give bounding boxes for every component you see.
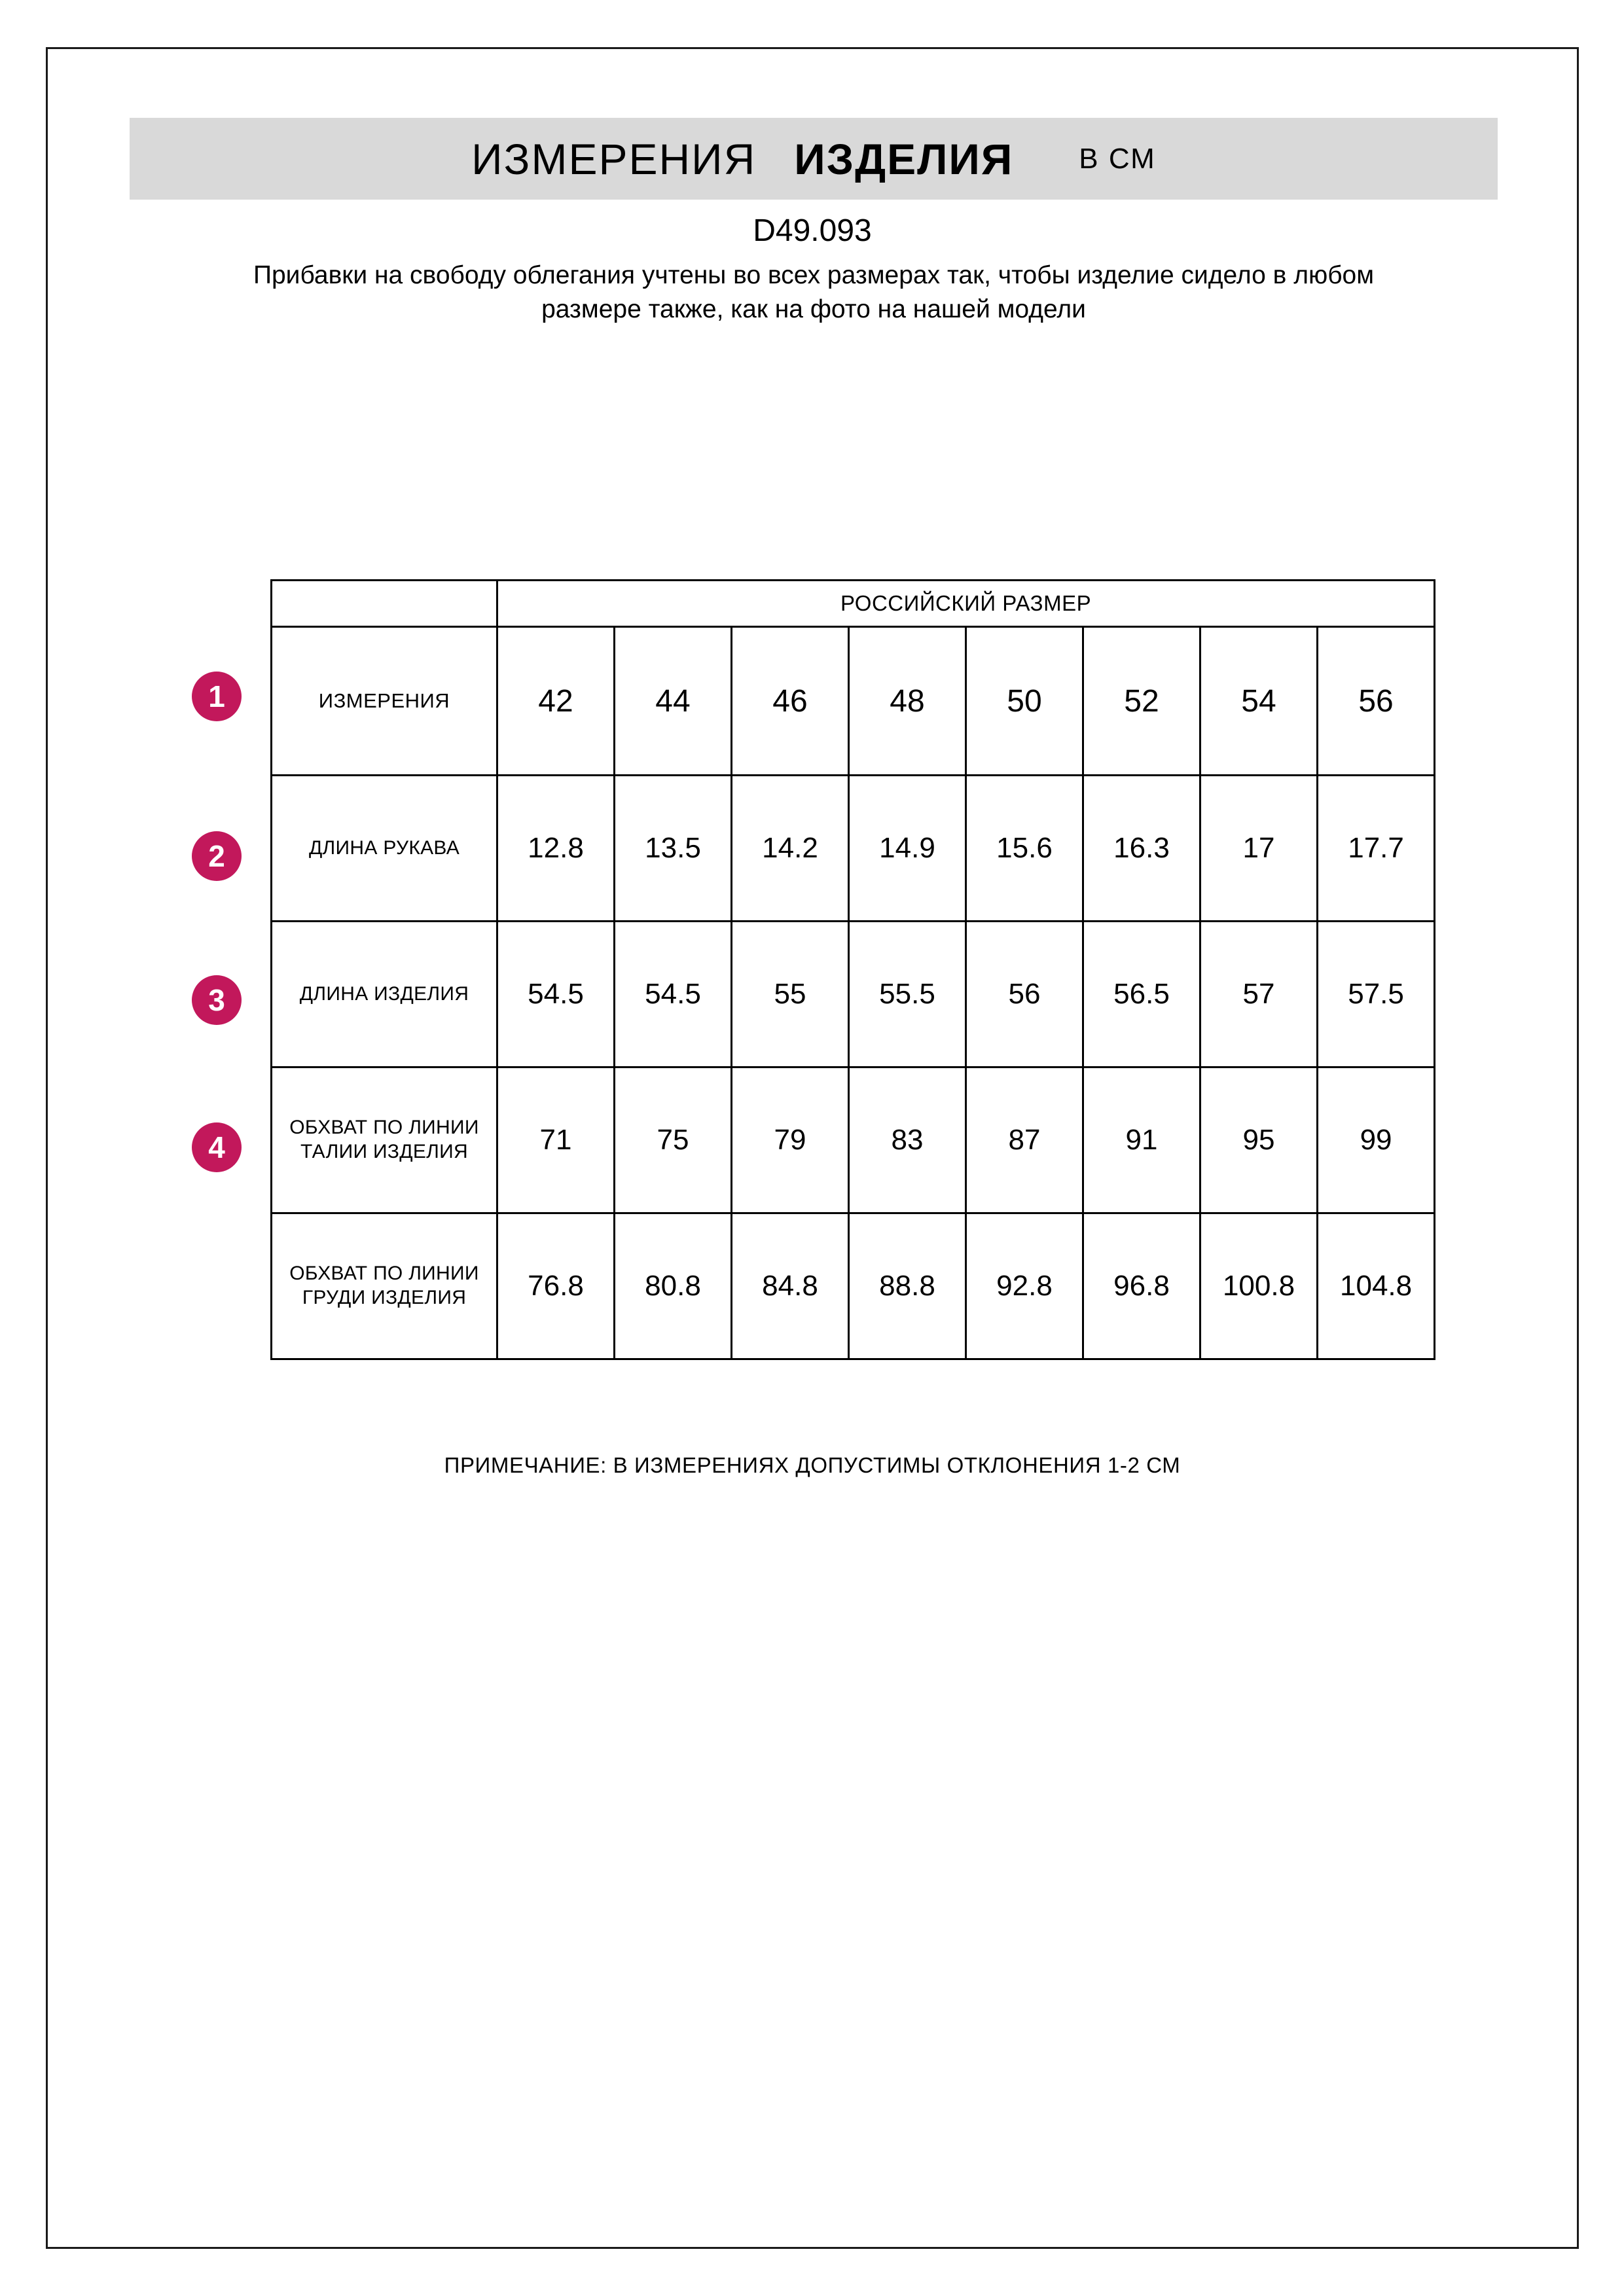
cell-r2-c8: 57.5: [1318, 922, 1435, 1067]
row-badge-2: 2: [192, 831, 242, 881]
cell-r2-c3: 55: [732, 922, 849, 1067]
header-size-54: 54: [1200, 627, 1318, 776]
header-size-46: 46: [732, 627, 849, 776]
row-badges: [192, 579, 264, 1430]
cell-r3-c2: 75: [615, 1067, 732, 1213]
cell-r2-c2: 54.5: [615, 922, 732, 1067]
cell-r1-c5: 15.6: [966, 776, 1083, 922]
cell-r2-c6: 56.5: [1083, 922, 1200, 1067]
cell-r3-c7: 95: [1200, 1067, 1318, 1213]
title-measurements: ИЗМЕРЕНИЯ: [471, 134, 757, 183]
cell-r2-c5: 56: [966, 922, 1083, 1067]
cell-r3-c6: 91: [1083, 1067, 1200, 1213]
cell-r1-c7: 17: [1200, 776, 1318, 922]
cell-r1-c6: 16.3: [1083, 776, 1200, 922]
cell-r4-c6: 96.8: [1083, 1213, 1200, 1359]
row-label-chest-girth: ОБХВАТ ПО ЛИНИИ ГРУДИ ИЗДЕЛИЯ: [272, 1213, 497, 1359]
cell-r3-c4: 83: [849, 1067, 966, 1213]
title-banner: [130, 118, 1498, 200]
header-group-russian-size: РОССИЙСКИЙ РАЗМЕР: [497, 581, 1435, 627]
page-frame: [46, 47, 1579, 2249]
header-size-48: 48: [849, 627, 966, 776]
cell-r4-c4: 88.8: [849, 1213, 966, 1359]
header-size-50: 50: [966, 627, 1083, 776]
cell-r4-c8: 104.8: [1318, 1213, 1435, 1359]
header-size-52: 52: [1083, 627, 1200, 776]
cell-r3-c3: 79: [732, 1067, 849, 1213]
cell-r3-c1: 71: [497, 1067, 615, 1213]
table-row: [272, 776, 1435, 922]
cell-r1-c1: 12.8: [497, 776, 615, 922]
header-corner-cell: [272, 581, 497, 627]
cell-r1-c3: 14.2: [732, 776, 849, 922]
cell-r3-c5: 87: [966, 1067, 1083, 1213]
article-code: D49.093: [753, 213, 872, 248]
cell-r4-c1: 76.8: [497, 1213, 615, 1359]
row-badge-4: 4: [192, 1122, 242, 1172]
cell-r4-c3: 84.8: [732, 1213, 849, 1359]
row-badge-3: 3: [192, 975, 242, 1025]
cell-r1-c2: 13.5: [615, 776, 732, 922]
cell-r3-c8: 99: [1318, 1067, 1435, 1213]
row-label-product-length: ДЛИНА ИЗДЕЛИЯ: [272, 922, 497, 1067]
title-product: ИЗДЕЛИЯ: [794, 134, 1014, 183]
row-badge-1: 1: [192, 672, 242, 721]
table-row: [272, 922, 1435, 1067]
table-row: [272, 1213, 1435, 1359]
cell-r4-c7: 100.8: [1200, 1213, 1318, 1359]
document-content: [48, 49, 1577, 2247]
footer-note: ПРИМЕЧАНИЕ: В ИЗМЕРЕНИЯХ ДОПУСТИМЫ ОТКЛОНЕНИЯ 1-2 СМ: [444, 1453, 1181, 1477]
table-header-sizes-row: [272, 627, 1435, 776]
table-header-group-row: [272, 581, 1435, 627]
cell-r2-c7: 57: [1200, 922, 1318, 1067]
size-table: [270, 579, 1435, 1360]
cell-r2-c4: 55.5: [849, 922, 966, 1067]
title-unit: В СМ: [1079, 142, 1156, 175]
cell-r4-c5: 92.8: [966, 1213, 1083, 1359]
cell-r2-c1: 54.5: [497, 922, 615, 1067]
cell-r4-c2: 80.8: [615, 1213, 732, 1359]
header-measurements: ИЗМЕРЕНИЯ: [272, 627, 497, 776]
intro-note: Прибавки на свободу облегания учтены во всех размерах так, чтобы изделие сидело в любом размере также, как на фото на нашей модели: [253, 261, 1375, 323]
cell-r1-c8: 17.7: [1318, 776, 1435, 922]
table-row: [272, 1067, 1435, 1213]
size-table-wrapper: [270, 579, 1432, 1360]
header-size-42: 42: [497, 627, 615, 776]
row-label-waist-girth: ОБХВАТ ПО ЛИНИИ ТАЛИИ ИЗДЕЛИЯ: [272, 1067, 497, 1213]
row-label-sleeve-length: ДЛИНА РУКАВА: [272, 776, 497, 922]
header-size-44: 44: [615, 627, 732, 776]
header-size-56: 56: [1318, 627, 1435, 776]
cell-r1-c4: 14.9: [849, 776, 966, 922]
